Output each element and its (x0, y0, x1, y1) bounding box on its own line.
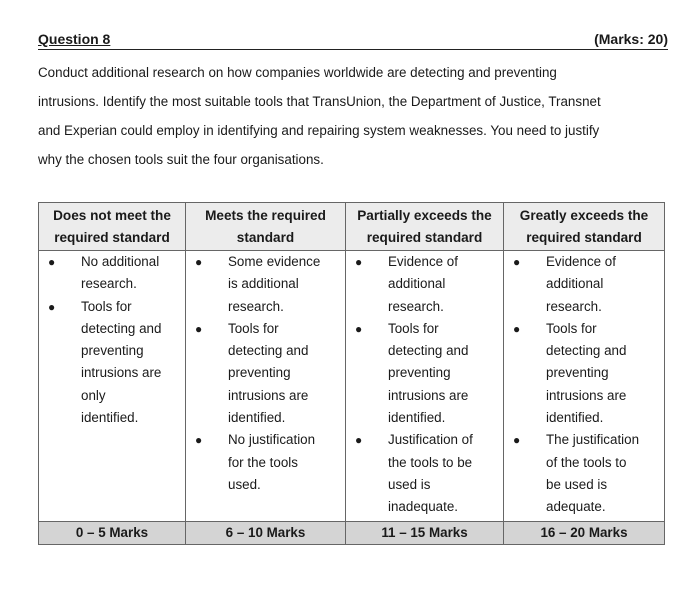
criteria-text-line: intrusions are (228, 387, 309, 403)
criteria-text-line: detecting and (228, 343, 309, 359)
criteria-text-line: identified. (81, 410, 139, 426)
criteria-text-line: for the tools (228, 454, 298, 470)
rubric-criteria-cell (39, 251, 186, 522)
criteria-item (346, 251, 499, 318)
criteria-item (504, 318, 660, 429)
criteria-text-line: inadequate. (388, 499, 458, 515)
rubric-criteria-cell (186, 251, 346, 522)
rubric-column-header (346, 203, 504, 251)
bullet-icon: ● (48, 255, 56, 269)
question-marks: (Marks: 20) (594, 31, 668, 47)
criteria-text-line: research. (81, 276, 137, 292)
criteria-text-line: additional (388, 276, 446, 292)
criteria-text-line: Evidence of (388, 254, 458, 269)
question-header (38, 31, 668, 50)
rubric-header-line: Greatly exceeds the (519, 208, 649, 223)
criteria-text-line: detecting and (546, 343, 627, 359)
rubric-header-line: Partially exceeds the (357, 208, 492, 223)
criteria-text-line: Tools for (228, 320, 279, 336)
criteria-text-line: only (81, 387, 106, 403)
rubric-column-header (39, 203, 186, 251)
bullet-icon: ● (195, 321, 203, 336)
criteria-text-line: No additional (81, 254, 160, 269)
criteria-item (39, 296, 181, 430)
criteria-text-line: The justification (546, 432, 640, 448)
criteria-item (39, 251, 181, 296)
criteria-text-line: adequate. (546, 499, 606, 515)
rubric-marks-cell: 6 – 10 Marks (186, 521, 346, 544)
criteria-list (39, 251, 181, 429)
rubric-header-line: Does not meet the (53, 208, 171, 223)
criteria-item (504, 251, 660, 318)
criteria-text-line: Evidence of (546, 254, 616, 269)
criteria-text-line: preventing (388, 365, 451, 381)
criteria-item (186, 251, 341, 318)
prompt-line: Conduct additional research on how companies worldwide are detecting and preventing (38, 65, 557, 80)
criteria-text-line: identified. (546, 410, 604, 426)
criteria-text-line: Tools for (546, 320, 597, 336)
criteria-text-line: used is (388, 476, 431, 492)
criteria-text-line: identified. (228, 410, 286, 426)
rubric-header-row (39, 203, 665, 251)
bullet-icon: ● (355, 255, 363, 269)
criteria-text-line: used. (228, 476, 261, 492)
criteria-text-line: Some evidence (228, 254, 321, 269)
bullet-icon: ● (513, 433, 521, 448)
criteria-text-line: be used is (546, 476, 608, 492)
criteria-text-line: Justification of (388, 432, 473, 448)
criteria-text-line: the tools to be (388, 454, 473, 470)
rubric-header-line: required standard (54, 230, 170, 245)
rubric-table (38, 202, 665, 545)
criteria-text-line: is additional (228, 276, 299, 292)
criteria-text-line: intrusions are (546, 387, 627, 403)
rubric-marks-cell: 0 – 5 Marks (39, 521, 186, 544)
prompt-line: and Experian could employ in identifying and repairing system weaknesses. You need to justify (38, 123, 600, 138)
criteria-text-line: detecting and (388, 343, 469, 359)
criteria-text-line: Tools for (81, 298, 132, 314)
bullet-icon: ● (195, 255, 203, 269)
rubric-header-line: required standard (526, 230, 642, 245)
criteria-text-line: of the tools to (546, 454, 627, 470)
rubric-marks-row (39, 521, 665, 544)
criteria-text-line: intrusions are (81, 365, 162, 381)
criteria-list (346, 251, 499, 519)
criteria-text-line: research. (546, 298, 602, 314)
bullet-icon: ● (355, 321, 363, 336)
rubric-column-header (504, 203, 665, 251)
criteria-list (186, 251, 341, 496)
criteria-text-line: No justification (228, 432, 316, 448)
question-prompt (38, 58, 668, 174)
criteria-text-line: intrusions are (388, 387, 469, 403)
question-title: Question 8 (38, 31, 111, 47)
prompt-line: why the chosen tools suit the four organisations. (38, 152, 324, 167)
criteria-text-line: preventing (546, 365, 609, 381)
bullet-icon: ● (513, 255, 521, 269)
criteria-text-line: Tools for (388, 320, 439, 336)
bullet-icon: ● (513, 321, 521, 336)
rubric-header-line: Meets the required (205, 208, 326, 223)
rubric-column-header (186, 203, 346, 251)
criteria-item (504, 429, 660, 518)
rubric-header-line: required standard (366, 230, 483, 245)
criteria-text-line: additional (546, 276, 604, 292)
rubric-header-line: standard (236, 230, 295, 245)
criteria-item (346, 429, 499, 518)
rubric-criteria-cell (346, 251, 504, 522)
prompt-line: intrusions. Identify the most suitable tools that TransUnion, the Department of Justice, Transnet (38, 94, 601, 109)
criteria-item (346, 318, 499, 429)
criteria-item (186, 318, 341, 429)
bullet-icon: ● (195, 433, 203, 448)
criteria-text-line: preventing (81, 343, 144, 359)
criteria-text-line: identified. (388, 410, 446, 426)
rubric-criteria-row (39, 251, 665, 522)
criteria-text-line: research. (228, 298, 284, 314)
criteria-text-line: detecting and (81, 320, 162, 336)
rubric-criteria-cell (504, 251, 665, 522)
rubric-marks-cell: 11 – 15 Marks (346, 521, 504, 544)
bullet-icon: ● (355, 433, 363, 448)
criteria-text-line: preventing (228, 365, 291, 381)
rubric-marks-cell: 16 – 20 Marks (504, 521, 665, 544)
criteria-item (186, 429, 341, 496)
criteria-text-line: research. (388, 298, 444, 314)
bullet-icon: ● (48, 299, 56, 314)
criteria-list (504, 251, 660, 519)
